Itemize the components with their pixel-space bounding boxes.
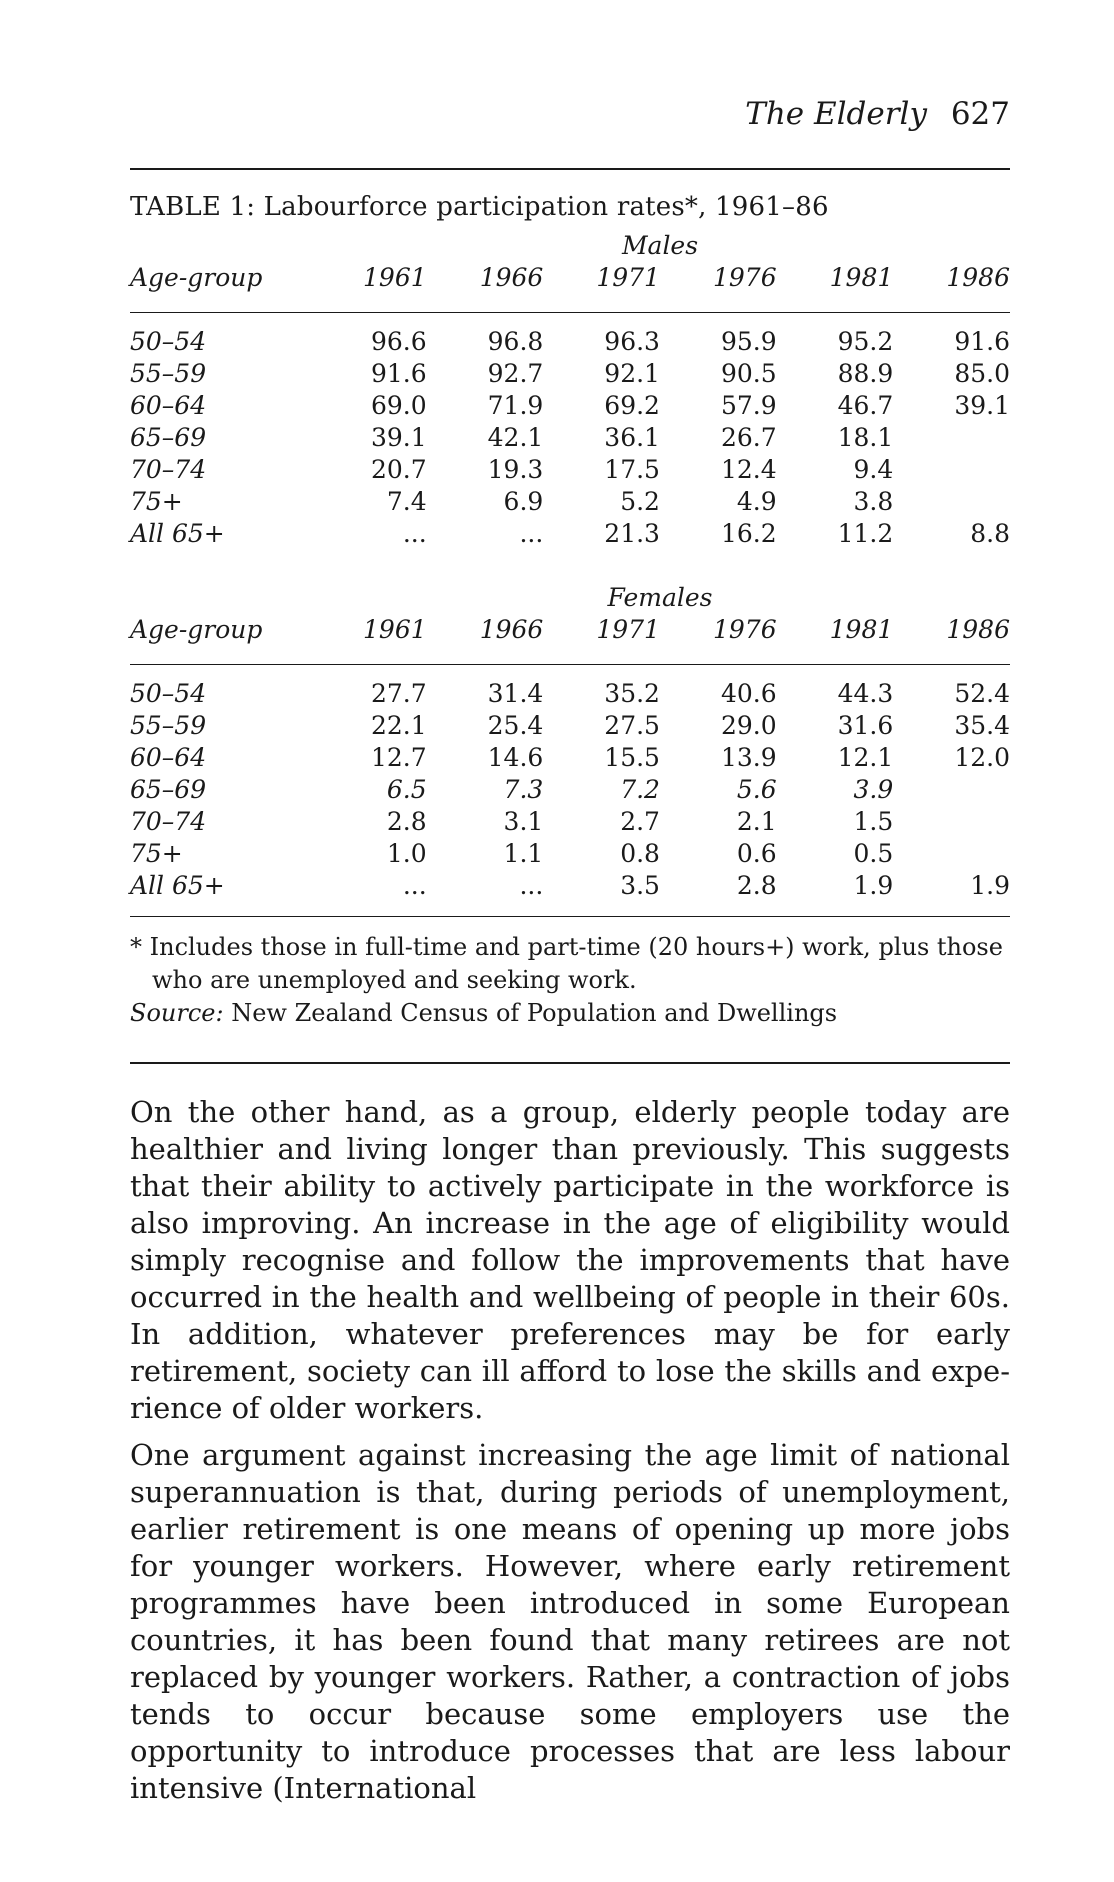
value-cell: 1.0	[386, 839, 427, 868]
value-cell: 71.9	[487, 391, 544, 420]
header-rule	[130, 646, 1010, 678]
table-row	[130, 486, 1010, 518]
age-group-cell: 75+	[130, 839, 183, 868]
value-cell: 42.1	[487, 423, 544, 452]
value-cell: 3.8	[853, 487, 894, 516]
table-top-rule	[130, 168, 1010, 170]
value-cell: 96.6	[370, 327, 427, 356]
age-group-header: Age-group	[130, 615, 263, 644]
value-cell: 92.7	[487, 359, 544, 388]
age-group-header: Age-group	[130, 263, 263, 292]
running-head-title: The Elderly	[745, 96, 927, 132]
males-header-row	[130, 262, 1010, 294]
value-cell: 7.4	[386, 487, 427, 516]
value-cell: 3.9	[853, 775, 894, 804]
header-rule	[130, 294, 1010, 326]
value-cell: 39.1	[954, 391, 1010, 420]
value-cell: 92.1	[604, 359, 660, 388]
value-cell: 2.8	[386, 807, 427, 836]
age-group-cell: 60–64	[130, 391, 207, 420]
value-cell: 1.1	[503, 839, 544, 868]
year-header: 1961	[363, 615, 427, 644]
value-cell: 11.2	[837, 519, 894, 548]
age-group-cell: 70–74	[130, 807, 207, 836]
table-row	[130, 774, 1010, 806]
participation-table	[130, 230, 1010, 902]
value-cell: ...	[402, 519, 427, 548]
value-cell: 35.2	[604, 679, 660, 708]
value-cell: 31.6	[837, 711, 894, 740]
table-row	[130, 870, 1010, 902]
value-cell: 0.8	[620, 839, 660, 868]
value-cell: 40.6	[720, 679, 777, 708]
value-cell	[893, 486, 1010, 518]
value-cell: 0.6	[736, 839, 777, 868]
value-cell: 69.0	[370, 391, 427, 420]
value-cell: 90.5	[720, 359, 777, 388]
value-cell: 3.1	[503, 807, 544, 836]
page-number: 627	[950, 96, 1010, 132]
table-row	[130, 806, 1010, 838]
males-group-row	[130, 230, 1010, 262]
value-cell: 8.8	[970, 519, 1010, 548]
females-header-row	[130, 614, 1010, 646]
age-group-cell: All 65+	[130, 871, 225, 900]
rule-line	[130, 664, 1010, 665]
value-cell: 44.3	[837, 679, 894, 708]
value-cell: 2.8	[736, 871, 777, 900]
value-cell: 6.9	[503, 487, 544, 516]
value-cell: 17.5	[604, 455, 660, 484]
value-cell	[893, 806, 1010, 838]
age-group-cell: 50–54	[130, 679, 207, 708]
value-cell: 5.2	[620, 487, 660, 516]
value-cell: 5.6	[736, 775, 777, 804]
value-cell: 4.9	[736, 487, 777, 516]
value-cell: 95.9	[720, 327, 777, 356]
age-group-cell: 60–64	[130, 743, 207, 772]
table-footnote: * Includes those in full-time and part-time (20 hours+) work, plus those who are unemployed and seeking work.	[130, 933, 1003, 994]
value-cell: 13.9	[720, 743, 777, 772]
value-cell: 91.6	[954, 327, 1010, 356]
males-group-label: Males	[621, 231, 699, 260]
age-group-cell: 55–59	[130, 359, 207, 388]
value-cell: 39.1	[370, 423, 427, 452]
table-bottom-rule	[130, 916, 1010, 917]
value-cell: 9.4	[853, 455, 894, 484]
value-cell: 88.9	[837, 359, 894, 388]
value-cell: 2.1	[736, 807, 777, 836]
year-header: 1971	[596, 263, 660, 292]
value-cell: 91.6	[370, 359, 427, 388]
value-cell: 16.2	[720, 519, 777, 548]
value-cell: 57.9	[720, 391, 777, 420]
year-header: 1981	[829, 615, 894, 644]
table-caption: TABLE 1: Labourforce participation rates*, 1961–86	[130, 192, 829, 222]
value-cell: 0.5	[853, 839, 894, 868]
value-cell: 69.2	[604, 391, 660, 420]
value-cell: 2.7	[620, 807, 660, 836]
table-row	[130, 454, 1010, 486]
table-row	[130, 422, 1010, 454]
table-notes	[130, 931, 1010, 1030]
year-header: 1966	[479, 615, 544, 644]
age-group-cell: 75+	[130, 487, 183, 516]
value-cell: 36.1	[604, 423, 660, 452]
age-group-cell: 55–59	[130, 711, 207, 740]
value-cell: 85.0	[954, 359, 1010, 388]
year-header: 1986	[946, 263, 1010, 292]
value-cell: 19.3	[487, 455, 544, 484]
value-cell: 6.5	[386, 775, 427, 804]
value-cell	[893, 774, 1010, 806]
value-cell	[893, 838, 1010, 870]
value-cell: 25.4	[487, 711, 544, 740]
value-cell: 95.2	[837, 327, 894, 356]
year-header: 1966	[479, 263, 544, 292]
value-cell: 7.2	[620, 775, 660, 804]
table-row	[130, 710, 1010, 742]
value-cell: 35.4	[954, 711, 1010, 740]
notes-bottom-rule	[130, 1062, 1010, 1064]
value-cell: ...	[519, 519, 544, 548]
year-header: 1981	[829, 263, 894, 292]
table-row	[130, 358, 1010, 390]
value-cell: 22.1	[370, 711, 427, 740]
value-cell: 96.3	[604, 327, 660, 356]
table-source	[130, 997, 1010, 1030]
value-cell: 18.1	[837, 423, 894, 452]
age-group-cell: 50–54	[130, 327, 207, 356]
value-cell: 1.5	[853, 807, 894, 836]
source-label: Source:	[130, 999, 224, 1027]
year-header: 1986	[946, 615, 1010, 644]
value-cell: 20.7	[370, 455, 427, 484]
value-cell	[893, 422, 1010, 454]
value-cell: 26.7	[720, 423, 777, 452]
table-body	[130, 230, 1010, 902]
year-header: 1976	[713, 615, 777, 644]
value-cell: ...	[402, 871, 427, 900]
table-row	[130, 838, 1010, 870]
value-cell: 1.9	[853, 871, 894, 900]
value-cell: 15.5	[604, 743, 660, 772]
value-cell: 27.5	[604, 711, 660, 740]
body-text	[130, 1094, 1010, 1807]
table-row	[130, 678, 1010, 710]
running-head	[130, 90, 1010, 138]
value-cell: 12.7	[370, 743, 427, 772]
table-row	[130, 390, 1010, 422]
table-row	[130, 742, 1010, 774]
book-page	[130, 90, 1010, 1817]
value-cell: 21.3	[604, 519, 660, 548]
value-cell: 29.0	[720, 711, 777, 740]
value-cell: 31.4	[487, 679, 544, 708]
value-cell: 14.6	[487, 743, 544, 772]
value-cell: 7.3	[503, 775, 544, 804]
age-group-cell: 65–69	[130, 423, 207, 452]
paragraph: On the other hand, as a group, elderly people today are healthier and living longer than previously. This suggests that their ability to actively participate in the workforce is also improving. An increase in the age of eligibility would simply recognise and follow the improvements that have occurred in the health and wellbeing of people in their 60s. In addition, whatever preferences may be for early retirement, society can ill afford to lose the skills and experience of older workers.	[130, 1095, 1010, 1425]
value-cell: 52.4	[954, 679, 1010, 708]
value-cell: 12.1	[837, 743, 894, 772]
value-cell: 46.7	[837, 391, 894, 420]
year-header: 1976	[713, 263, 777, 292]
value-cell: 96.8	[487, 327, 544, 356]
value-cell: ...	[519, 871, 544, 900]
value-cell: 1.9	[970, 871, 1010, 900]
year-header: 1961	[363, 263, 427, 292]
value-cell	[893, 454, 1010, 486]
value-cell: 12.4	[720, 455, 777, 484]
table-row	[130, 326, 1010, 358]
age-group-cell: 70–74	[130, 455, 207, 484]
rule-line	[130, 312, 1010, 313]
paragraph: One argument against increasing the age limit of national superannuation is that, during periods of unemployment, earlier retirement is one means of opening up more jobs for younger workers. However, where early retirement programmes have been introduced in some European countries, it has been found that many retirees are not replaced by younger workers. Rather, a contraction of jobs tends to occur because some employers use the opportunity to introduce processes that are less labour intensive (International	[130, 1438, 1010, 1805]
year-header: 1971	[596, 615, 660, 644]
source-text: New Zealand Census of Population and Dwellings	[231, 999, 838, 1027]
age-group-cell: All 65+	[130, 519, 225, 548]
females-group-row	[130, 582, 1010, 614]
value-cell: 27.7	[370, 679, 427, 708]
value-cell: 12.0	[954, 743, 1010, 772]
age-group-cell: 65–69	[130, 775, 207, 804]
females-group-label: Females	[607, 583, 713, 612]
value-cell: 3.5	[620, 871, 660, 900]
table-row	[130, 518, 1010, 550]
